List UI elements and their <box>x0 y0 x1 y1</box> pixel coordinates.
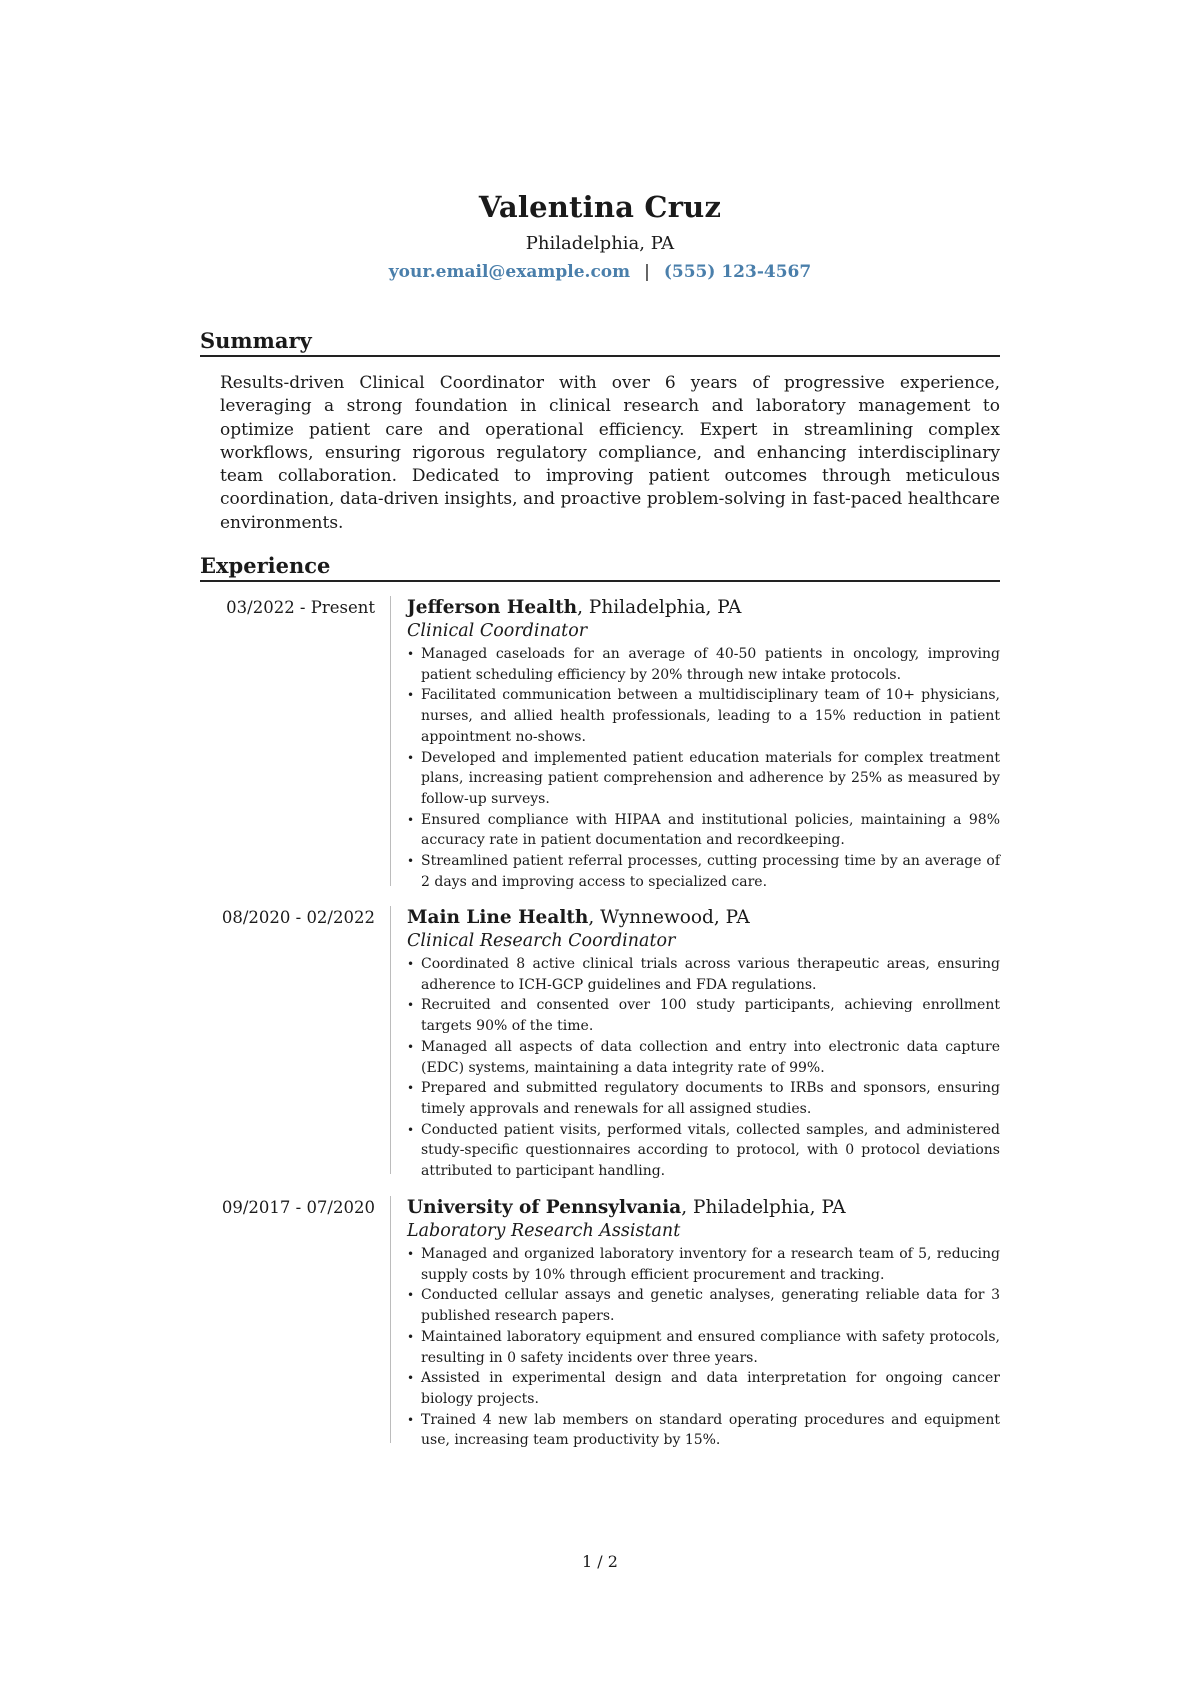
job-bullet-list <box>407 1244 1000 1451</box>
job-bullet: • Recruited and consented over 100 study participants, achieving enrollment targets 90% of the time. <box>407 995 1000 1036</box>
job-bullet: • Managed all aspects of data collection and entry into electronic data capture (EDC) systems, maintaining a data integrity rate of 99%. <box>407 1037 1000 1078</box>
summary-heading: Summary <box>200 328 1000 357</box>
job-location: , Philadelphia, PA <box>577 597 742 618</box>
job-organization: Main Line Health <box>407 907 589 928</box>
job-bullet: • Coordinated 8 active clinical trials across various therapeutic areas, ensuring adherence to ICH-GCP guidelines and FDA regulations. <box>407 954 1000 995</box>
job-location: , Wynnewood, PA <box>588 907 750 928</box>
job-bullet: • Developed and implemented patient education materials for complex treatment plans, increasing patient comprehension and adherence by 25% as measured by follow-up surveys. <box>407 748 1000 810</box>
job-bullet: • Managed caseloads for an average of 40-50 patients in oncology, improving patient scheduling efficiency by 20% through new intake protocols. <box>407 644 1000 685</box>
job-bullet: • Streamlined patient referral processes, cutting processing time by an average of 2 days and improving access to specialized care. <box>407 851 1000 892</box>
job-bullet: • Managed and organized laboratory inventory for a research team of 5, reducing supply costs by 10% through efficient procurement and tracking. <box>407 1244 1000 1285</box>
job-role: Clinical Coordinator <box>407 621 588 641</box>
job-dates: 09/2017 - 07/2020 <box>221 1198 375 1217</box>
job-bullet-list <box>407 954 1000 1182</box>
contact-line <box>200 262 1000 282</box>
job-organization-line <box>407 1196 1000 1220</box>
phone-link[interactable]: (555) 123-4567 <box>663 262 812 282</box>
job-dates: 08/2020 - 02/2022 <box>221 908 375 927</box>
experience-heading: Experience <box>200 553 1000 582</box>
job-role: Clinical Research Coordinator <box>407 931 676 951</box>
job-bullet-list <box>407 644 1000 892</box>
job-bullet: • Ensured compliance with HIPAA and institutional policies, maintaining a 98% accuracy rate in patient documentation and recordkeeping. <box>407 810 1000 851</box>
candidate-location: Philadelphia, PA <box>525 233 675 254</box>
page-number: 1 / 2 <box>582 1552 618 1571</box>
job-organization: University of Pennsylvania <box>407 1197 682 1218</box>
job-details <box>390 1196 1000 1449</box>
job-dates: 03/2022 - Present <box>226 598 375 617</box>
job-bullet: • Prepared and submitted regulatory documents to IRBs and sponsors, ensuring timely approvals and renewals for all assigned studies. <box>407 1078 1000 1119</box>
job-organization-line <box>407 596 1000 620</box>
job-bullet: • Conducted patient visits, performed vitals, collected samples, and administered study-specific questionnaires according to protocol, with 0 protocol deviations attributed to participant handling. <box>407 1120 1000 1182</box>
job-bullet: • Assisted in experimental design and data interpretation for ongoing cancer biology projects. <box>407 1368 1000 1409</box>
job-bullet: • Facilitated communication between a multidisciplinary team of 10+ physicians, nurses, and allied health professionals, leading to a 15% reduction in patient appointment no-shows. <box>407 685 1000 747</box>
job-role: Laboratory Research Assistant <box>407 1221 681 1241</box>
summary-text: Results-driven Clinical Coordinator with over 6 years of progressive experience, leveraging a strong foundation in clinical research and laboratory management to optimize patient care and operational efficiency. Expert in streamlining complex workflows, ensuring rigorous regulatory compliance, and enhancing interdisciplinary team collaboration. Dedicated to improving patient outcomes through meticulous coordination, data-driven insights, and proactive problem-solving in fast-paced healthcare environments. <box>220 373 1000 533</box>
job-bullet: • Conducted cellular assays and genetic analyses, generating reliable data for 3 published research papers. <box>407 1285 1000 1326</box>
job-organization: Jefferson Health <box>407 597 578 618</box>
job-bullet: • Trained 4 new lab members on standard operating procedures and equipment use, increasing team productivity by 15%. <box>407 1410 1000 1451</box>
email-link[interactable]: your.email@example.com <box>388 262 631 282</box>
job-details <box>390 596 1000 890</box>
contact-separator: | <box>644 262 650 282</box>
job-details <box>390 906 1000 1180</box>
job-bullet: • Maintained laboratory equipment and ensured compliance with safety protocols, resulting in 0 safety incidents over three years. <box>407 1327 1000 1368</box>
candidate-name: Valentina Cruz <box>478 190 722 224</box>
job-location: , Philadelphia, PA <box>681 1197 846 1218</box>
job-organization-line <box>407 906 1000 930</box>
